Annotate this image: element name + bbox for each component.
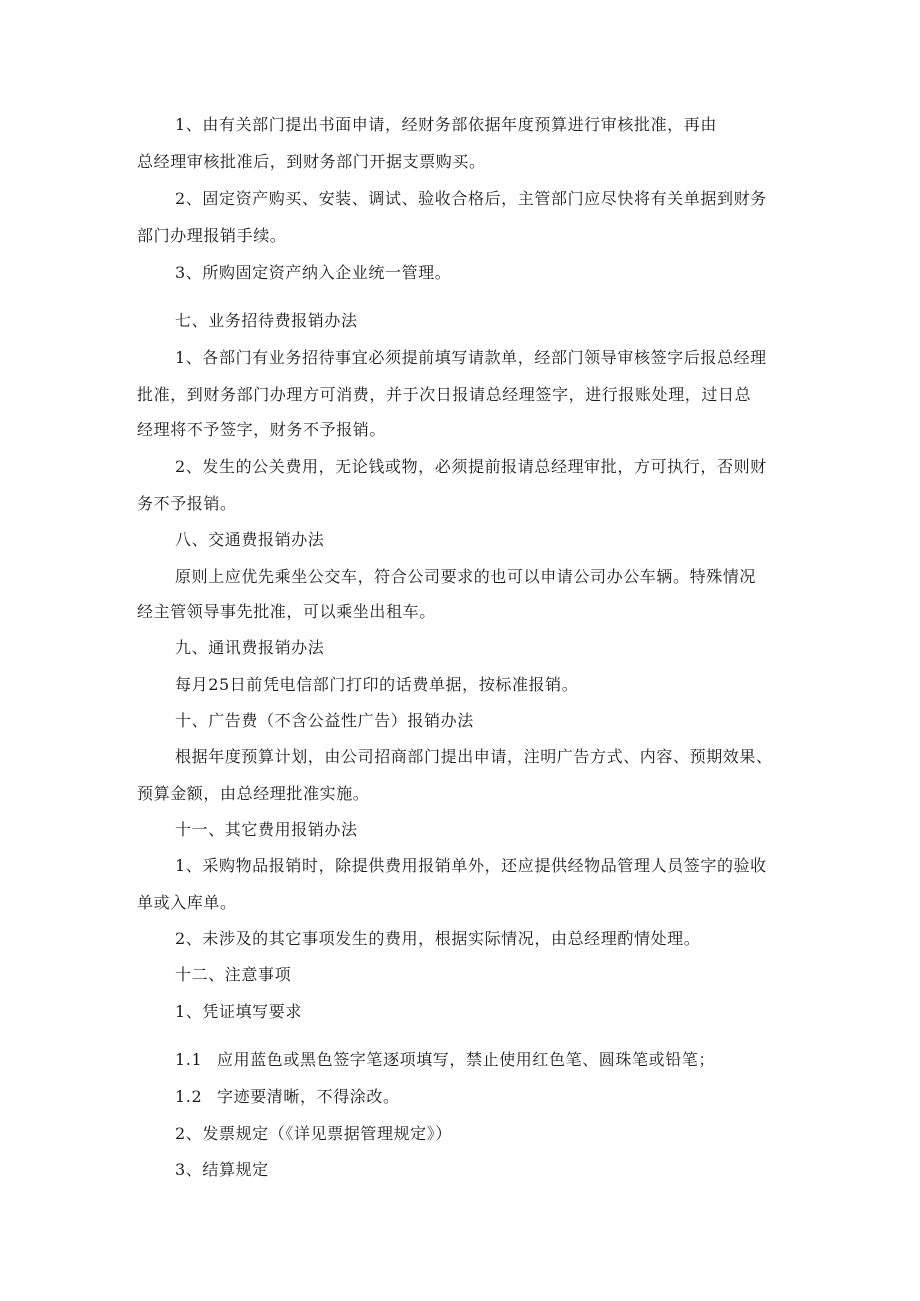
text-line-16: 每月25日前凭电信部门打印的话费单据，按标准报销。: [175, 675, 579, 694]
text-line-21: 1、采购物品报销时，除提供费用报销单外，还应提供经物品管理人员签字的验收: [175, 856, 767, 875]
text-line-13: 原则上应优先乘坐公交车，符合公司要求的也可以申请公司办公车辆。特殊情况: [175, 567, 757, 586]
text-line-7: 1、各部门有业务招待事宜必须提前填写请款单，经部门领导审核签字后报总经理: [175, 348, 767, 367]
text-line-25: 1、凭证填写要求: [175, 1002, 302, 1021]
text-line-19: 预算金额，由总经理批准实施。: [137, 784, 370, 803]
section-heading-12: 十二、注意事项: [175, 965, 292, 984]
text-line-29: 3、结算规定: [175, 1160, 269, 1179]
text-line-5: 3、所购固定资产纳入企业统一管理。: [175, 263, 452, 282]
section-heading-7: 七、业务招待费报销办法: [175, 311, 358, 330]
text-line-3: 2、固定资产购买、安装、调试、验收合格后，主管部门应尽快将有关单据到财务: [175, 189, 767, 208]
text-line-18: 根据年度预算计划，由公司招商部门提出申请，注明广告方式、内容、预期效果、: [175, 747, 773, 766]
text-line-11: 务不予报销。: [137, 494, 237, 513]
text-line-8: 批准，到财务部门办理方可消费，并于次日报请总经理签字，进行报账处理，过日总: [137, 385, 752, 404]
text-line-22: 单或入库单。: [137, 893, 237, 912]
text-line-23: 2、未涉及的其它事项发生的费用，根据实际情况，由总经理酌情处理。: [175, 929, 701, 948]
section-heading-9: 九、通讯费报销办法: [175, 638, 325, 657]
section-heading-10: 十、广告费（不含公益性广告）报销办法: [175, 711, 474, 730]
text-line-9: 经理将不予签字，财务不予报销。: [137, 420, 387, 439]
text-line-26: [175, 1050, 715, 1070]
item-text-1-1: 应用蓝色或黑色签字笔逐项填写，禁止使用红色笔、圆珠笔或铅笔；: [217, 1050, 716, 1069]
section-heading-8: 八、交通费报销办法: [175, 530, 325, 549]
text-line-10: 2、发生的公关费用，无论钱或物，必须提前报请总经理审批，方可执行，否则财: [175, 457, 767, 476]
section-heading-11: 十一、其它费用报销办法: [175, 820, 358, 839]
text-line-2: 总经理审核批准后，到财务部门开据支票购买。: [137, 152, 486, 171]
item-number-1-2: 1.2: [175, 1087, 203, 1106]
text-line-28: 2、发票规定（《详见票据管理规定》）: [175, 1124, 452, 1143]
text-line-27: [175, 1087, 400, 1107]
item-number-1-1: 1.1: [175, 1050, 203, 1069]
text-line-4: 部门办理报销手续。: [137, 226, 287, 245]
item-text-1-2: 字迹要清晰，不得涂改。: [217, 1087, 400, 1106]
text-line-1: 1、由有关部门提出书面申请，经财务部依据年度预算进行审核批准，再由: [175, 115, 717, 134]
text-line-14: 经主管领导事先批准，可以乘坐出租车。: [137, 602, 436, 621]
